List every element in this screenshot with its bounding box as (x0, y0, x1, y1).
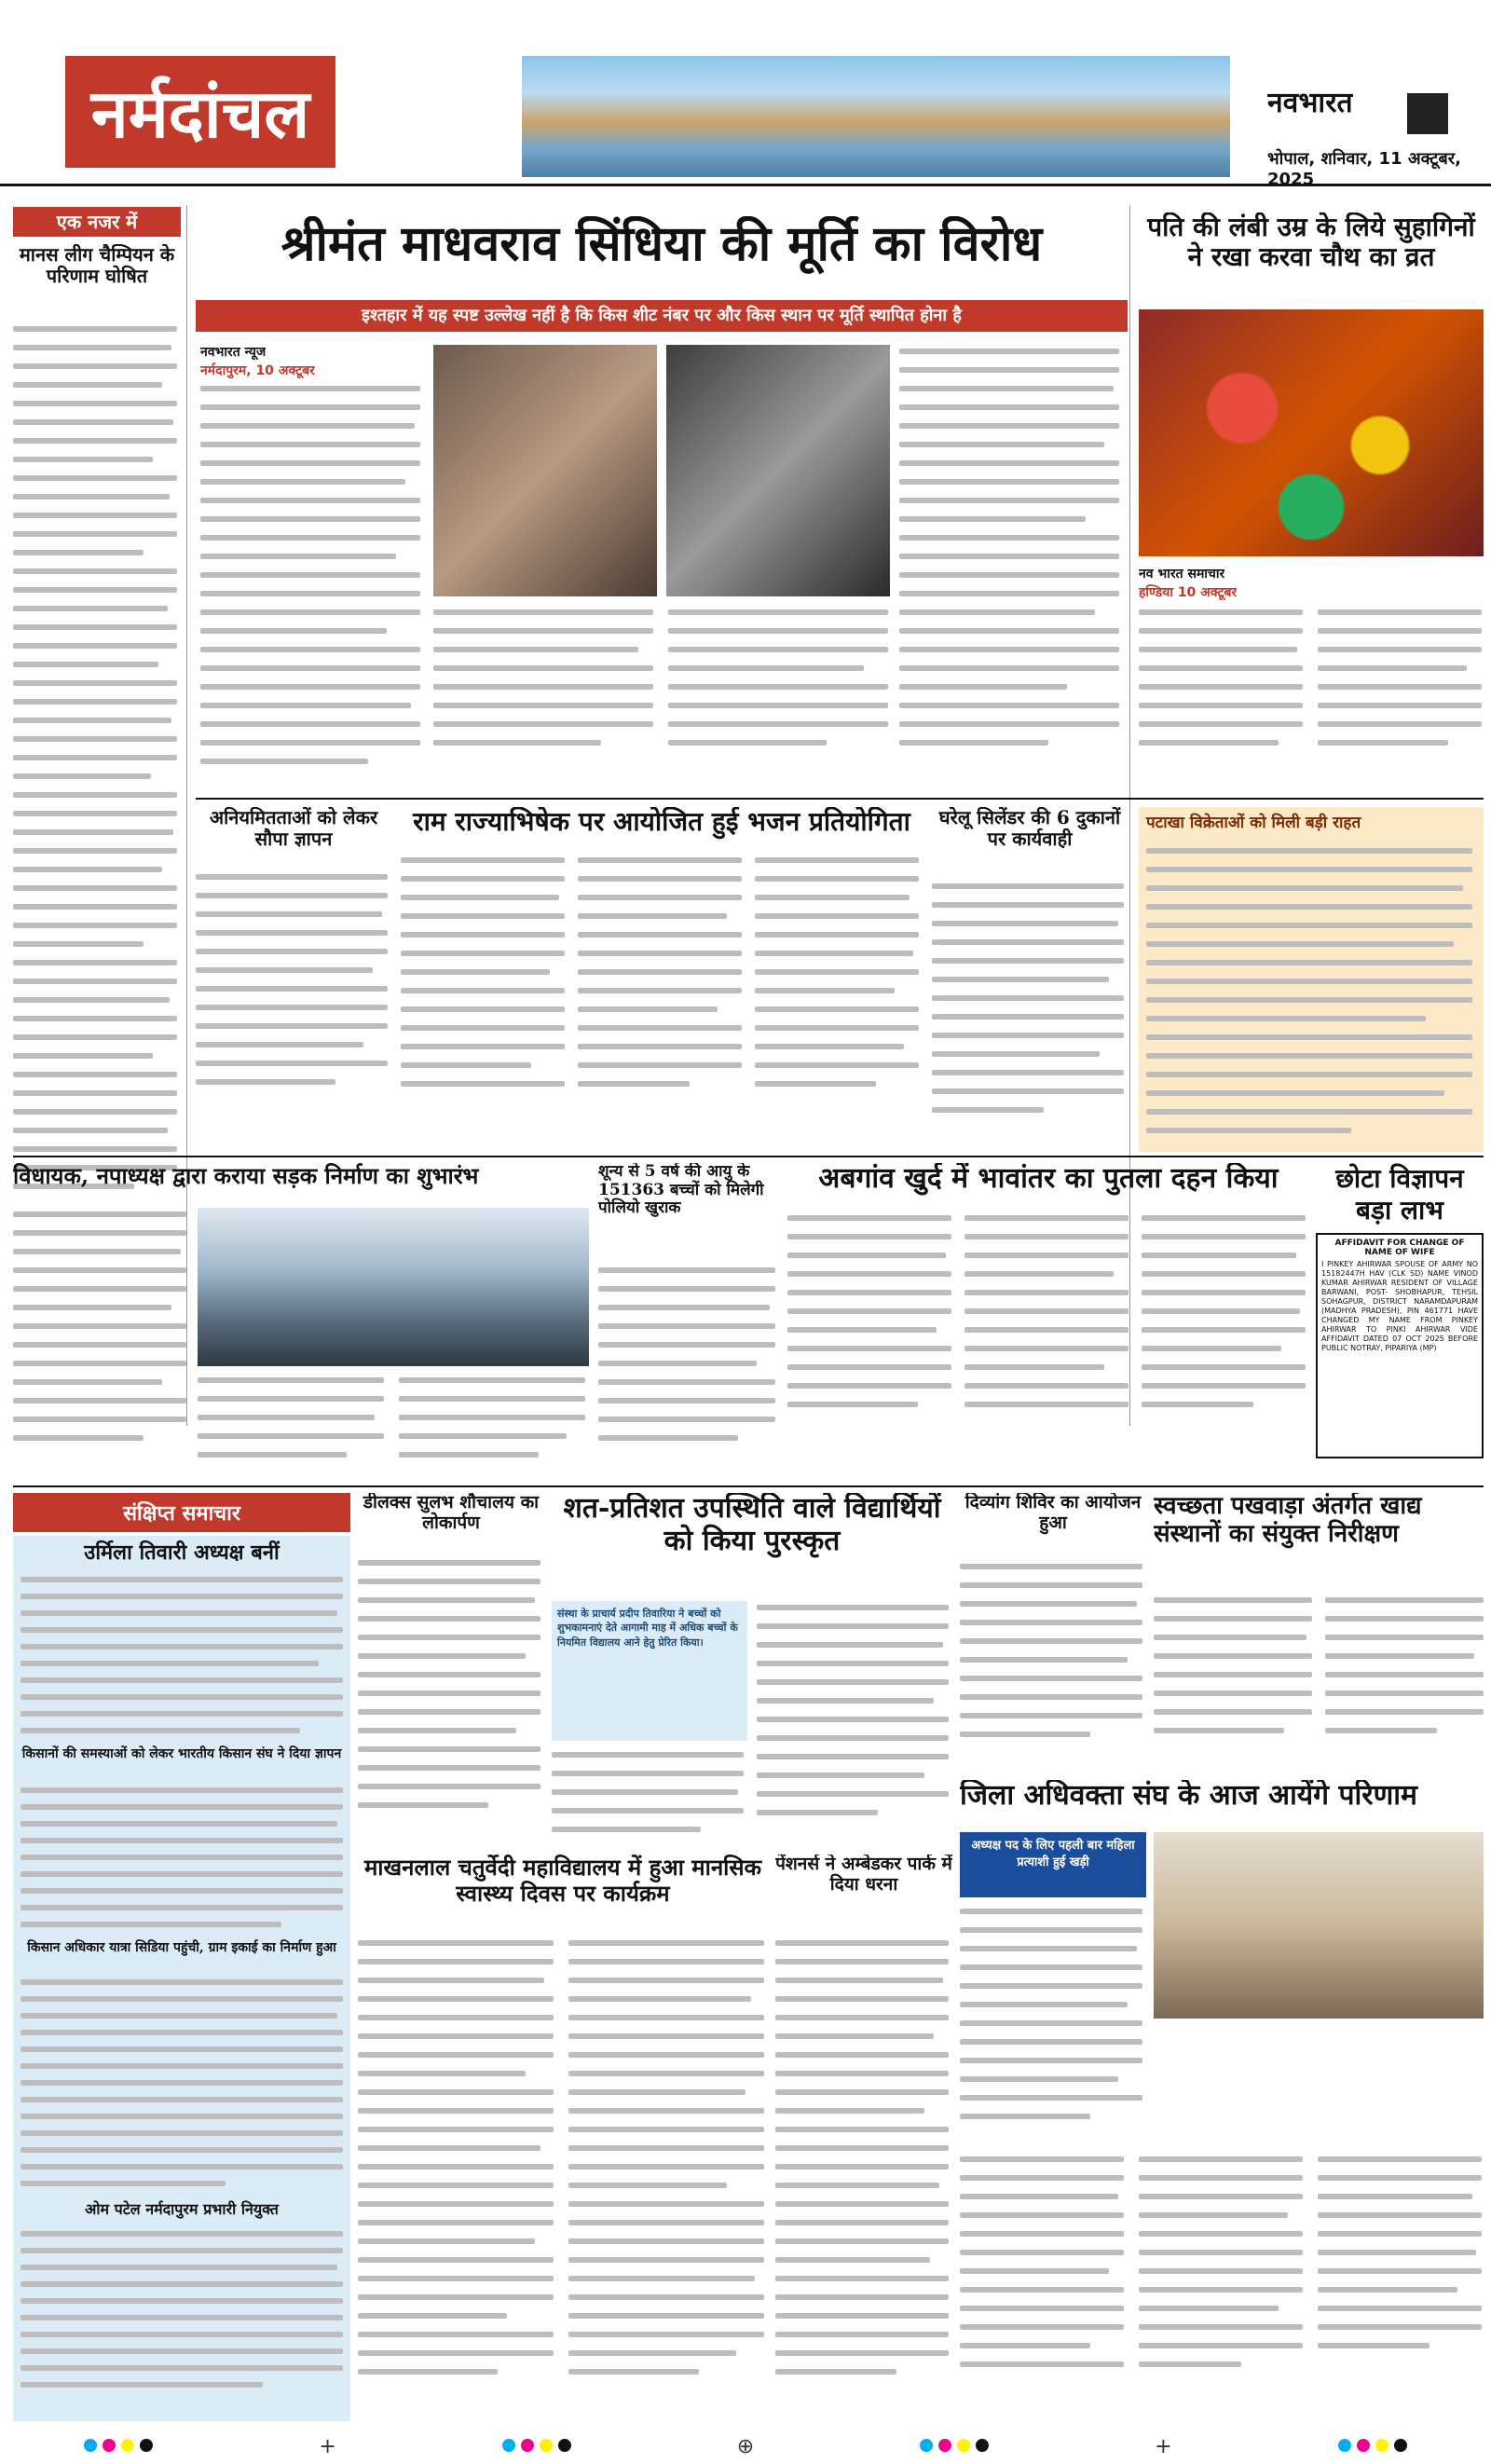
anniyamitata-headline: अनियमितताओं को लेकर सौपा ज्ञापन (209, 807, 378, 850)
lead-headline: श्रीमंत माधवराव सिंधिया की मूर्ति का विरोध (280, 216, 1043, 272)
shat-pratishat-headline: शत-प्रतिशत उपस्थिति वाले विद्यार्थियों को किया पुरस्कृत (563, 1493, 941, 1557)
swachhata-body (1154, 1594, 1484, 1771)
divyang-headline: दिव्यांग शिविर का आयोजन हुआ (964, 1493, 1142, 1533)
shauchalay-body (358, 1556, 544, 1845)
classified-title: छोटा विज्ञापन बड़ा लाभ (1335, 1163, 1464, 1225)
ek-nazar-headline: मानस लीग चैम्पियन के परिणाम घोषित (19, 244, 175, 287)
putla-headline: अबगांव खुर्द में भावांतर का पुतला दहन किया (818, 1163, 1279, 1195)
pension-body (775, 1937, 952, 2421)
affidavit-text: I PINKEY AHIRWAR SPOUSE OF ARMY NO 15182447H HAV (CLK SD) NAME VINOD KUMAR AHIRWAR RESIDENT OF VILLAGE BARWANI, POST- SHOBHAPUR, TEHSIL SOHAGPUR, DISTRICT NARAMDAPURAM (MADHYA PRADESH), PIN 461771 HAVE CHANGED MY NAME FROM PINKEY AHIRWAR TO PINKI AHIRWAR VIDE AFFIDAVIT DATED 07 OCT 2025 BEFORE PUBLIC NOTRAY, PIPARIYA (MP) (1321, 1260, 1478, 1353)
registration-dots (1335, 2438, 1410, 2456)
shat-pratishat-callout: संस्था के प्राचार्य प्रदीप तिवारिया ने बच्चों को शुभकामनाएं देते आगामी माह में अधिक बच्चों के नियमित विद्यालय आने हेतु प्रेरित किया। (552, 1601, 747, 1741)
bhajan-headline: राम राज्याभिषेक पर आयोजित हुई भजन प्रतियोगिता (413, 807, 910, 837)
patakha-headline: पटाखा विक्रेताओं को मिली बड़ी राहत (1146, 814, 1361, 832)
sankshipt-title: संक्षिप्त समाचार (13, 1493, 350, 1532)
karva-body (1139, 606, 1484, 792)
makhanlal-headline: माखनलाल चतुर्वेदी महाविद्यालय में हुआ मानसिक स्वास्थ्य दिवस पर कार्यक्रम (363, 1855, 762, 1907)
lead-body-col4 (899, 345, 1123, 792)
karva-dateline: हण्डिया 10 अक्टूबर (1139, 585, 1238, 600)
registration-dots (499, 2438, 574, 2456)
registration-dots (917, 2438, 992, 2456)
dateline: भोपाल, शनिवार, 11 अक्टूबर, 2025 (1267, 149, 1461, 189)
pension-headline: पेंशनर्स ने अम्बेडकर पार्क में दिया धरना (775, 1855, 952, 1895)
classified-box (1316, 1163, 1484, 1480)
brand-square (1407, 93, 1448, 134)
sadak-photo (198, 1208, 589, 1366)
sadak-headline: विधायक, नपाध्यक्ष द्वारा कराया सड़क निर्माण का शुभारंभ (13, 1163, 479, 1189)
swachhata-headline: स्वच्छता पखवाड़ा अंतर्गत खाद्य संस्थानों का संयुक्त निरीक्षण (1154, 1493, 1422, 1548)
registration-dots (81, 2438, 156, 2456)
section-title: नर्मदांचल (65, 56, 335, 168)
section-rule (196, 798, 1484, 800)
cylinder-headline: घरेलू सिलेंडर की 6 दुकानों पर कार्यवाही (938, 807, 1121, 850)
header-photo (522, 56, 1230, 177)
lead-body-col2 (433, 606, 890, 792)
lead-photo-2 (666, 345, 890, 596)
affidavit-title: AFFIDAVIT FOR CHANGE OF NAME OF WIFE (1334, 1239, 1465, 1258)
kisan-headline: किसानों की समस्याओं को लेकर भारतीय किसान संघ ने दिया ज्ञापन (21, 1746, 342, 1761)
sadak-body (13, 1208, 190, 1478)
newspaper-brand: नवभारत (1267, 87, 1353, 119)
adhivakta-body-2 (960, 2153, 1484, 2423)
section-rule (13, 1485, 1484, 1487)
karva-headline: पति की लंबी उम्र के लिये सुहागिनों ने रखा करवा चौथ का व्रत (1147, 212, 1475, 273)
adhivakta-headline: जिला अधिवक्ता संघ के आज आयेंगे परिणाम (960, 1780, 1417, 1812)
shauchalay-headline: डीलक्स सुलभ शौचालय का लोकार्पण (362, 1493, 540, 1533)
polio-body (598, 1264, 780, 1478)
shat-pratishat-body-1 (552, 1748, 747, 1845)
urmila-headline: उर्मिला तिवारी अध्यक्ष बनीं (84, 1540, 280, 1565)
section-rule (13, 1156, 1484, 1157)
kisan-adhikar-headline: किसान अधिकार यात्रा सिडिया पहुंची, ग्राम इकाई का निर्माण हुआ (27, 1940, 336, 1955)
lead-byline: नवभारत न्यूज (200, 345, 267, 360)
adhivakta-photo (1154, 1832, 1484, 2019)
adhivakta-body-1 (960, 1905, 1146, 2147)
crosshair-icon: + (319, 2434, 336, 2458)
lead-photo-1 (433, 345, 657, 596)
lead-dateline: नर्मदापुरम, 10 अक्टूबर (200, 363, 315, 378)
karva-byline: नव भारत समाचार (1139, 567, 1225, 582)
crosshair-icon: ⊕ (736, 2434, 755, 2458)
cylinder-body (932, 880, 1128, 1150)
shat-pratishat-body-2 (757, 1601, 952, 1845)
print-registration-bar (0, 2429, 1491, 2464)
sadak-body-2 (198, 1374, 589, 1476)
om-patel-headline: ओम पटेल नर्मदापुरम प्रभारी नियुक्त (85, 2200, 279, 2218)
anniyamitata-body (196, 870, 391, 1150)
crosshair-icon: + (1155, 2434, 1172, 2458)
polio-headline: शून्य से 5 वर्ष की आयु के 151363 बच्चों को मिलेगी पोलियो खुराक (598, 1163, 764, 1218)
makhanlal-body (358, 1937, 768, 2421)
karva-photo (1139, 309, 1484, 556)
ek-nazar-label: एक नजर में (13, 207, 181, 237)
affidavit-ad (1316, 1233, 1484, 1458)
patakha-box (1139, 807, 1484, 1152)
sankshipt-box (13, 1536, 350, 2421)
lead-strapline: इश्तहार में यह स्पष्ट उल्लेख नहीं है कि किस शीट नंबर पर और किस स्थान पर मूर्ति स्थापित होना है (196, 300, 1128, 332)
adhivakta-tag: अध्यक्ष पद के लिए पहली बार महिला प्रत्याशी हुई खड़ी (960, 1832, 1146, 1897)
divyang-body (960, 1560, 1146, 1771)
bhajan-body (401, 854, 923, 1152)
putla-body (787, 1211, 1309, 1478)
lead-body-col1 (200, 382, 424, 792)
